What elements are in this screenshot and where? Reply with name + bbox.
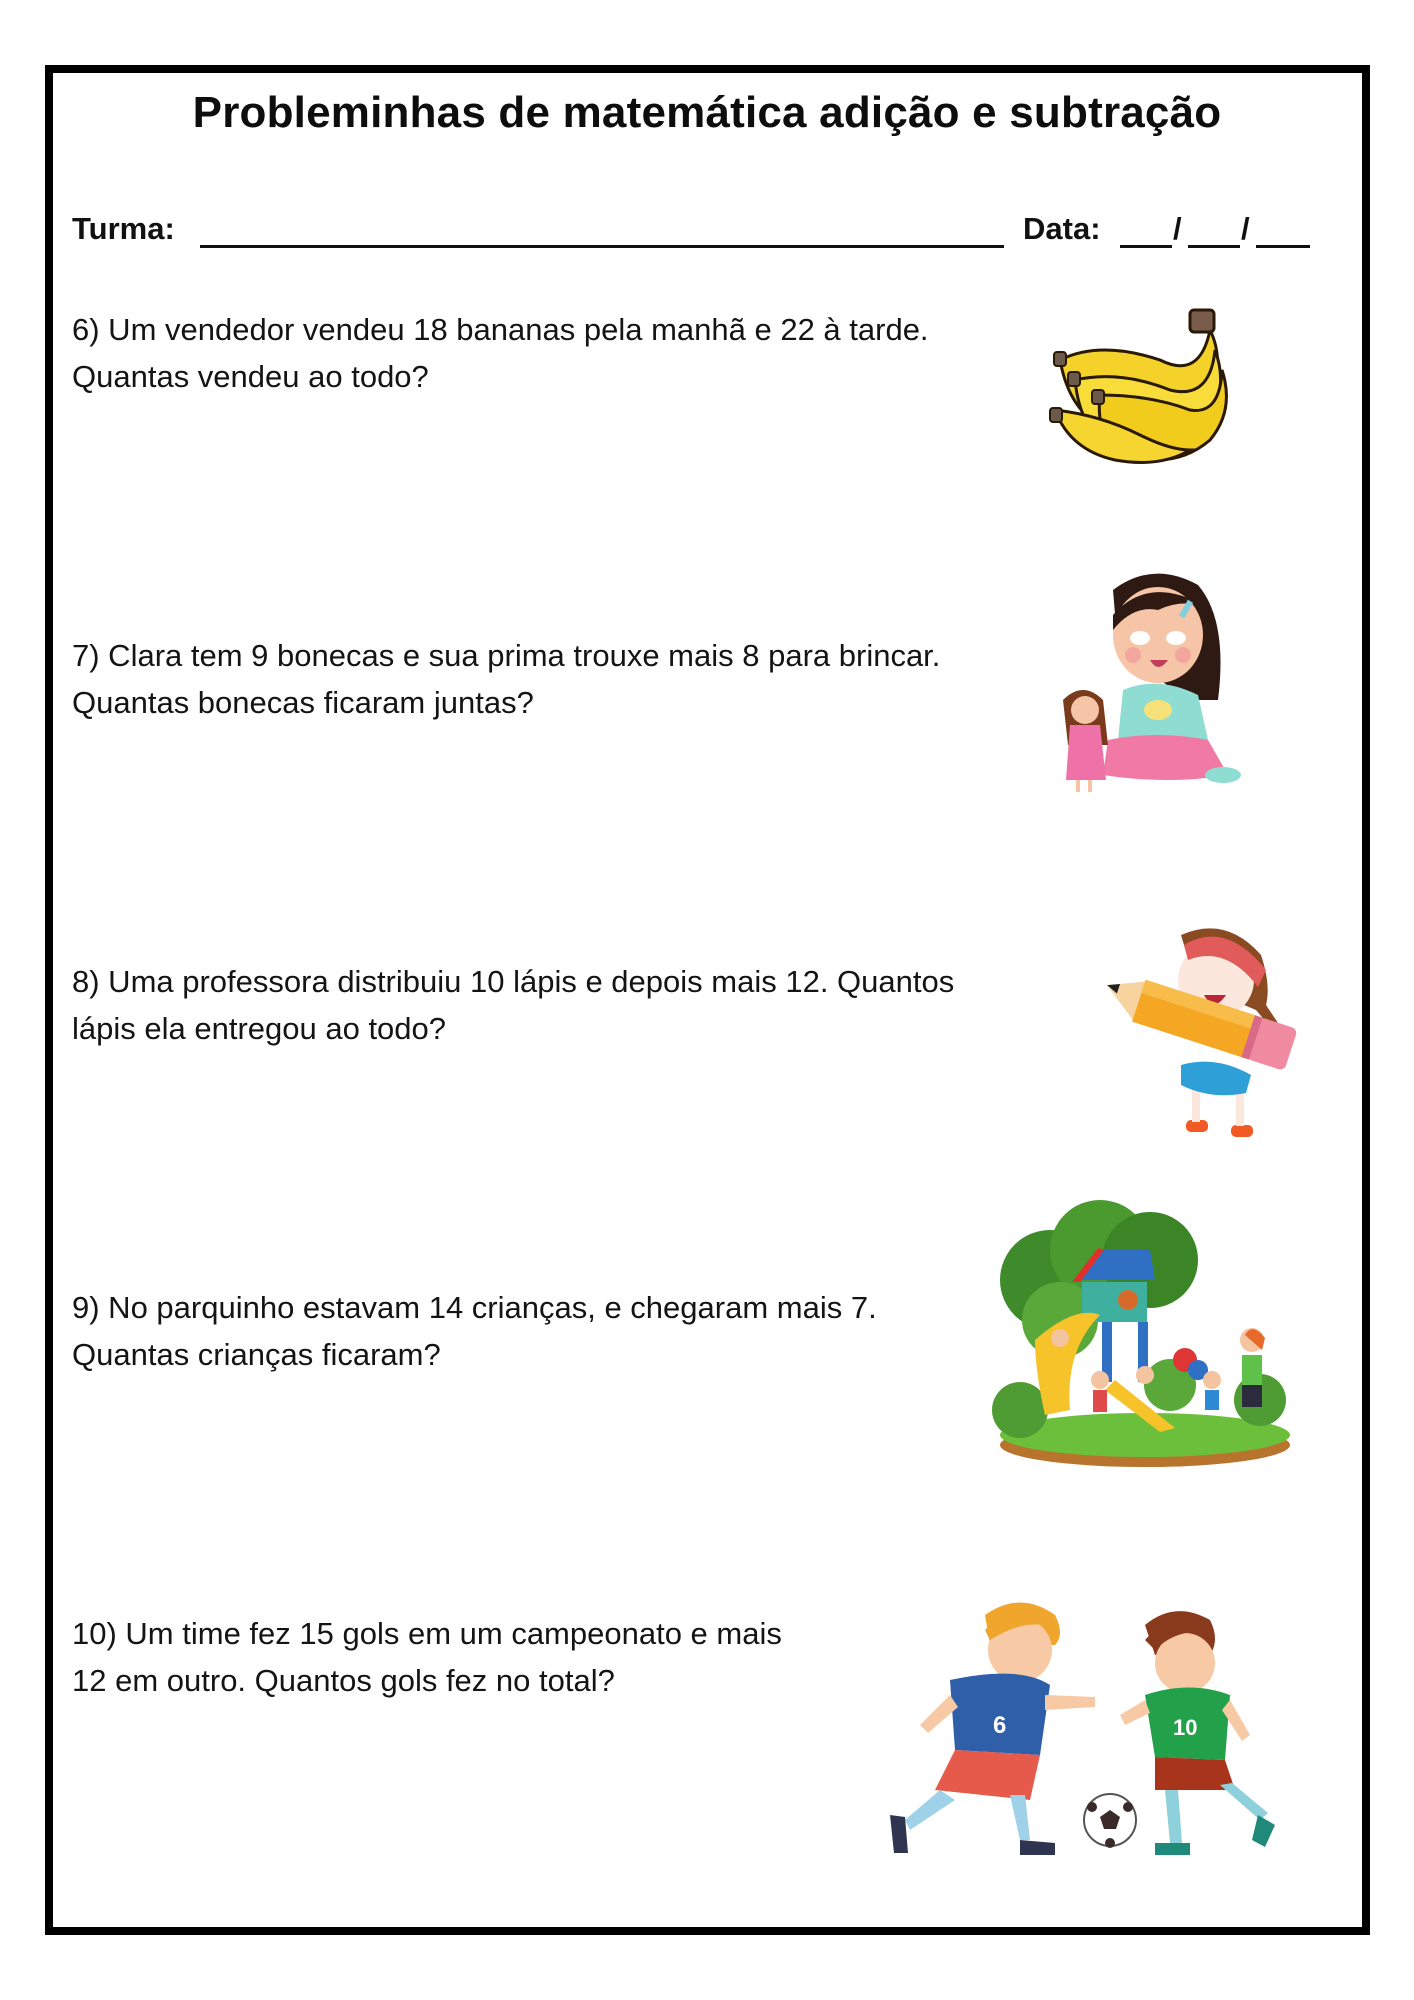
problem-text-line: 7) Clara tem 9 bonecas e sua prima trouxe mais 8 para brincar. (72, 638, 941, 673)
problem-9 (72, 1284, 877, 1378)
date-day-line[interactable] (1120, 245, 1172, 248)
jersey-number: 10 (1173, 1715, 1198, 1740)
worksheet-title: Probleminhas de matemática adição e subtração (192, 88, 1222, 137)
problem-8 (72, 958, 954, 1052)
jersey-number: 6 (993, 1712, 1007, 1739)
girl-with-doll-icon (1058, 560, 1248, 800)
problem-text-line: 8) Uma professora distribuiu 10 lápis e depois mais 12. Quantos (72, 964, 955, 999)
problem-text-line: Quantas vendeu ao todo? (72, 359, 429, 394)
date-month-line[interactable] (1188, 245, 1240, 248)
problem-text-line: lápis ela entregou ao todo? (72, 1011, 447, 1046)
class-label: Turma: (72, 211, 175, 246)
playground-icon (990, 1200, 1300, 1480)
problem-6 (72, 306, 929, 400)
bananas-icon (1040, 300, 1240, 470)
problem-10 (72, 1610, 782, 1704)
problem-text-line: Quantas bonecas ficaram juntas? (72, 685, 534, 720)
date-year-line[interactable] (1256, 245, 1310, 248)
problem-text-line: 9) No parquinho estavam 14 crianças, e chegaram mais 7. (72, 1290, 877, 1325)
girl-with-pencil-icon (1086, 915, 1306, 1150)
date-label: Data: (1023, 211, 1101, 246)
problem-text-line: 10) Um time fez 15 gols em um campeonato e mais (72, 1616, 782, 1651)
problem-text-line: 6) Um vendedor vendeu 18 bananas pela manhã e 22 à tarde. (72, 312, 929, 347)
date-separator: / (1241, 211, 1250, 246)
problem-7 (72, 632, 940, 726)
date-separator: / (1173, 211, 1182, 246)
class-input-line[interactable] (200, 245, 1004, 248)
soccer-players-icon (880, 1585, 1320, 1870)
problem-text-line: Quantas crianças ficaram? (72, 1337, 441, 1372)
problem-text-line: 12 em outro. Quantos gols fez no total? (72, 1663, 615, 1698)
